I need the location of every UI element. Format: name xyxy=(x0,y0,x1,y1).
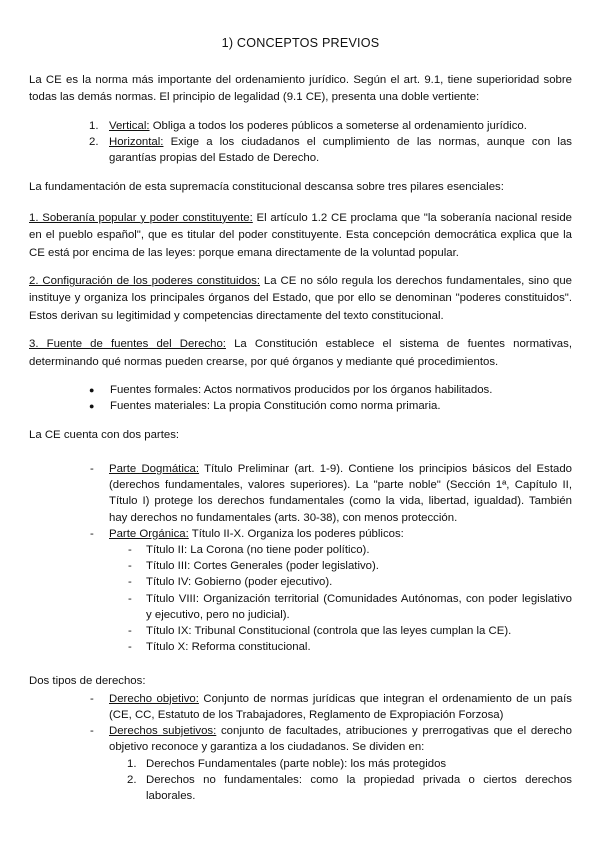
list-item xyxy=(29,118,572,134)
fuentes-list xyxy=(29,382,572,414)
titulos-list xyxy=(29,542,572,655)
partes-list xyxy=(29,461,572,542)
item-text: Exige a los ciudadanos el cumplimiento de las normas, aunque con las garantías propias del Estado de Derecho. xyxy=(109,136,572,165)
dash-marker: - xyxy=(90,725,94,738)
list-item xyxy=(29,691,572,723)
term-label: Parte Dogmática: xyxy=(109,462,200,475)
partes-intro: La CE cuenta con dos partes: xyxy=(29,429,180,442)
list-item xyxy=(29,639,572,655)
item-text: Título IV: Gobierno (poder ejecutivo). xyxy=(146,576,333,589)
list-item xyxy=(29,526,572,542)
item-text: Título Preliminar (art. 1-9). Contiene los principios básicos del Estado (derechos fundamentales, valores superiores). La "parte noble" (Sección 1ª, Capítulo II, Título I) protege los derechos fundamentales (como la vida, libertad, igualdad). También hay derechos no fundamentales (arts. 30-38), con menos protección. xyxy=(109,462,572,524)
derechos-list xyxy=(29,691,572,756)
list-item xyxy=(29,558,572,574)
vertientes-list xyxy=(29,118,572,167)
item-text: Fuentes formales: Actos normativos producidos por los órganos habilitados. xyxy=(110,384,493,397)
list-marker: 2. xyxy=(89,136,99,149)
dash-marker: - xyxy=(128,576,132,589)
term-label: Derecho objetivo: xyxy=(109,692,199,705)
item-text: Derechos no fundamentales: como la propiedad privada o ciertos derechos laborales. xyxy=(146,773,572,802)
bullet-marker: ● xyxy=(89,401,95,412)
derechos-intro: Dos tipos de derechos: xyxy=(29,675,146,688)
item-text: Título VIII: Organización territorial (Comunidades Autónomas, con poder legislativo y ejecutivo, pero no judicial). xyxy=(146,592,572,621)
list-item xyxy=(29,398,572,414)
dash-marker: - xyxy=(128,624,132,637)
item-text: Conjunto de normas jurídicas que integran el ordenamiento de un país (CE, CC, Estatuto de los Trabajadores, Reglamento de Expropiación Forzosa) xyxy=(109,692,572,721)
dash-marker: - xyxy=(128,543,132,556)
list-item xyxy=(29,591,572,623)
term-label: Parte Orgánica: xyxy=(109,527,189,540)
list-item xyxy=(29,623,572,639)
pilar-text: El artículo 1.2 CE proclama que "la soberanía nacional reside en el pueblo español", que es titular del poder constituyente. Esta concepción democrática explica que la CE está por encima de las leyes: porque emana directamente de la voluntad popular. xyxy=(29,211,572,259)
pilar-text: La CE no sólo regula los derechos fundamentales, sino que instituye y organiza los principales órganos del Estado, que por ello se denominan "poderes constituidos". Estos derivan su legitimidad y competencias directamente del texto constitucional. xyxy=(29,275,573,322)
item-text: Título II: La Corona (no tiene poder político). xyxy=(146,543,370,556)
dash-marker: - xyxy=(90,462,94,475)
list-item xyxy=(29,134,572,166)
list-item xyxy=(29,382,572,398)
fundamentacion-paragraph: La fundamentación de esta supremacía constitucional descansa sobre tres pilares esenciales: xyxy=(29,181,504,194)
item-text: Título X: Reforma constitucional. xyxy=(146,641,311,654)
list-item xyxy=(29,772,572,804)
page-title: 1) CONCEPTOS PREVIOS xyxy=(221,36,380,50)
term-label: Vertical: xyxy=(109,119,150,132)
term-label: Derechos subjetivos: xyxy=(109,725,217,738)
list-marker: 1. xyxy=(89,119,99,132)
dash-marker: - xyxy=(128,592,132,605)
intro-paragraph: La CE es la norma más importante del ordenamiento jurídico. Según el art. 9.1, tiene superioridad sobre todas las demás normas. El principio de legalidad (9.1 CE), presenta una doble vertiente: xyxy=(29,74,572,104)
pilar-heading: 3. Fuente de fuentes del Derecho: xyxy=(29,338,226,351)
item-text: Fuentes materiales: La propia Constitución como norma primaria. xyxy=(110,400,441,413)
item-text: Derechos Fundamentales (parte noble): los más protegidos xyxy=(146,757,447,770)
pilar-paragraph xyxy=(29,336,572,371)
item-text: Título II-X. Organiza los poderes públicos: xyxy=(188,527,404,540)
dash-marker: - xyxy=(128,560,132,573)
dash-marker: - xyxy=(90,527,94,540)
subjetivos-list xyxy=(29,756,572,805)
pilar-heading: 2. Configuración de los poderes constituidos: xyxy=(29,275,261,288)
bullet-marker: ● xyxy=(89,385,95,396)
list-marker: 1. xyxy=(127,757,137,770)
item-text: Título IX: Tribunal Constitucional (controla que las leyes cumplan la CE). xyxy=(146,624,512,637)
list-item xyxy=(29,542,572,558)
list-marker: 2. xyxy=(127,773,137,786)
pilar-heading: 1. Soberanía popular y poder constituyente: xyxy=(29,211,253,224)
dash-marker: - xyxy=(90,692,94,705)
item-text: Obliga a todos los poderes públicos a someterse al ordenamiento jurídico. xyxy=(149,119,527,132)
list-item xyxy=(29,574,572,590)
list-item xyxy=(29,461,572,526)
list-item xyxy=(29,756,572,772)
pilar-paragraph xyxy=(29,273,572,325)
pilar-paragraph xyxy=(29,210,572,262)
item-text: conjunto de facultades, atribuciones y prerrogativas que el derecho objetivo reconoce y garantiza a los ciudadanos. Se dividen en: xyxy=(109,725,572,754)
dash-marker: - xyxy=(128,641,132,654)
item-text: Título III: Cortes Generales (poder legislativo). xyxy=(146,560,379,573)
pilar-text: La Constitución establece el sistema de fuentes normativas, determinando qué normas pueden crearse, por qué órganos y mediante qué procedimientos. xyxy=(29,338,572,368)
term-label: Horizontal: xyxy=(109,136,164,149)
list-item xyxy=(29,723,572,755)
